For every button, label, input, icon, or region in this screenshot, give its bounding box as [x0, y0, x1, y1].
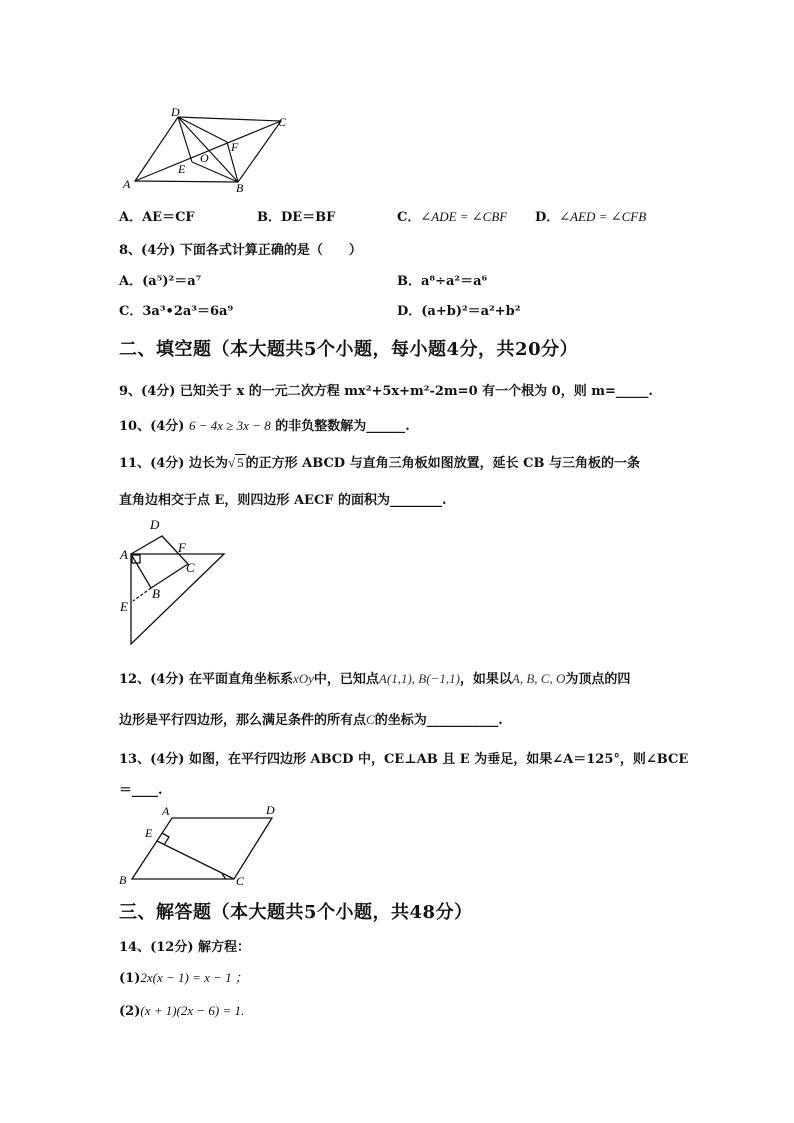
- q11-line1: [119, 452, 640, 471]
- q12-line2b: 的坐标为___________.: [374, 713, 503, 728]
- label-O: O: [200, 151, 209, 165]
- q7-option-a: A．AE＝CF: [119, 210, 195, 225]
- q7-option-b: B．DE＝BF: [257, 210, 336, 225]
- label-F: F: [178, 540, 186, 555]
- q12-point-c: C: [366, 712, 375, 727]
- q8-option-c: C．3a³•2a³＝6a⁹: [119, 304, 234, 319]
- q11-radicand: 5: [237, 455, 244, 470]
- q7-option-c-label: C．: [397, 210, 421, 225]
- q7-option-c: [397, 206, 507, 225]
- q10-text: [119, 415, 410, 434]
- label-E: E: [178, 162, 186, 176]
- q12-part3: ，如果以: [459, 672, 512, 687]
- q14-part2-equation: (x + 1)(2x − 6) = 1.: [140, 1003, 245, 1018]
- label-F: F: [231, 140, 239, 154]
- q11-rest: 的正方形 ABCD 与直角三角板如图放置，延长 CB 与三角板的一条: [245, 456, 640, 471]
- label-B: B: [152, 586, 160, 601]
- q14-part2-label: (2): [119, 1004, 141, 1019]
- label-B: B: [119, 873, 127, 887]
- q8-stem: 8、(4分) 下面各式计算正确的是（ ）: [119, 243, 362, 258]
- q12-part1: 12、(4分) 在平面直角坐标系: [119, 672, 293, 687]
- label-C: C: [236, 874, 245, 888]
- q14-part1-equation: 2x(x − 1) = x − 1 ；: [140, 970, 248, 985]
- label-C: C: [278, 115, 287, 129]
- q8-option-a: A．(a⁵)²＝a⁷: [119, 274, 202, 289]
- label-A: A: [120, 547, 128, 562]
- sqrt-icon: √: [227, 455, 236, 470]
- label-D: D: [150, 517, 160, 532]
- q14-part1: [119, 967, 248, 986]
- q8-option-d: D．(a+b)²＝a²+b²: [397, 304, 521, 319]
- q14-stem: 14、(12分) 解方程：: [119, 940, 251, 955]
- q14-part1-label: (1): [119, 971, 141, 986]
- q7-option-d: [535, 206, 646, 225]
- q8-option-b: B．a⁸÷a²＝a⁶: [397, 274, 488, 289]
- q11-square-triangle-figure: [116, 514, 232, 648]
- q12-points: A(1,1), B(−1,1): [378, 671, 460, 686]
- q12-line1: [119, 668, 630, 687]
- q12-part2: 中，已知点: [313, 672, 379, 687]
- q13-line2: ＝____.: [119, 783, 163, 798]
- label-D: D: [171, 105, 180, 119]
- q9-text: 9、(4分) 已知关于 x 的一元二次方程 mx²+5x+m²-2m=0 有一个根为 0，则 m=_____.: [119, 384, 653, 399]
- q12-line2a: 边形是平行四边形，那么满足条件的所有点: [119, 713, 367, 728]
- q7-option-c-math: ∠ADE = ∠CBF: [420, 209, 508, 224]
- q13-parallelogram-figure: [114, 800, 284, 890]
- section-2-heading: 二、填空题（本大题共5个小题，每小题4分，共20分）: [119, 339, 579, 360]
- q10-inequality: 6 − 4x ≥ 3x − 8: [188, 418, 271, 433]
- label-E: E: [120, 599, 128, 614]
- label-A: A: [123, 177, 131, 191]
- q12-vertices: A, B, C, O: [511, 671, 566, 686]
- q7-parallelogram-figure: [118, 104, 298, 196]
- q11-prefix: 11、(4分) 边长为: [119, 456, 228, 471]
- q11-line2: 直角边相交于点 E，则四边形 AECF 的面积为________.: [119, 493, 447, 508]
- q12-line2: [119, 709, 503, 728]
- q12-xoy: xOy: [292, 671, 314, 686]
- q13-line1: 13、(4分) 如图，在平行四边形 ABCD 中，CE⊥AB 且 E 为垂足，如果∠A＝125°，则∠BCE: [119, 752, 689, 767]
- label-A: A: [162, 804, 170, 818]
- label-D: D: [266, 803, 275, 817]
- label-B: B: [236, 181, 244, 195]
- label-C: C: [186, 560, 195, 575]
- q10-prefix: 10、(4分): [119, 419, 185, 434]
- q12-part4: 为顶点的四: [565, 672, 631, 687]
- label-E: E: [145, 826, 153, 840]
- q14-part2: [119, 1003, 244, 1019]
- section-3-heading: 三、解答题（本大题共5个小题，共48分）: [119, 902, 473, 923]
- q7-option-d-label: D．: [535, 210, 560, 225]
- q10-suffix: 的非负整数解为______.: [275, 419, 410, 434]
- q7-option-d-math: ∠AED = ∠CFB: [559, 209, 647, 224]
